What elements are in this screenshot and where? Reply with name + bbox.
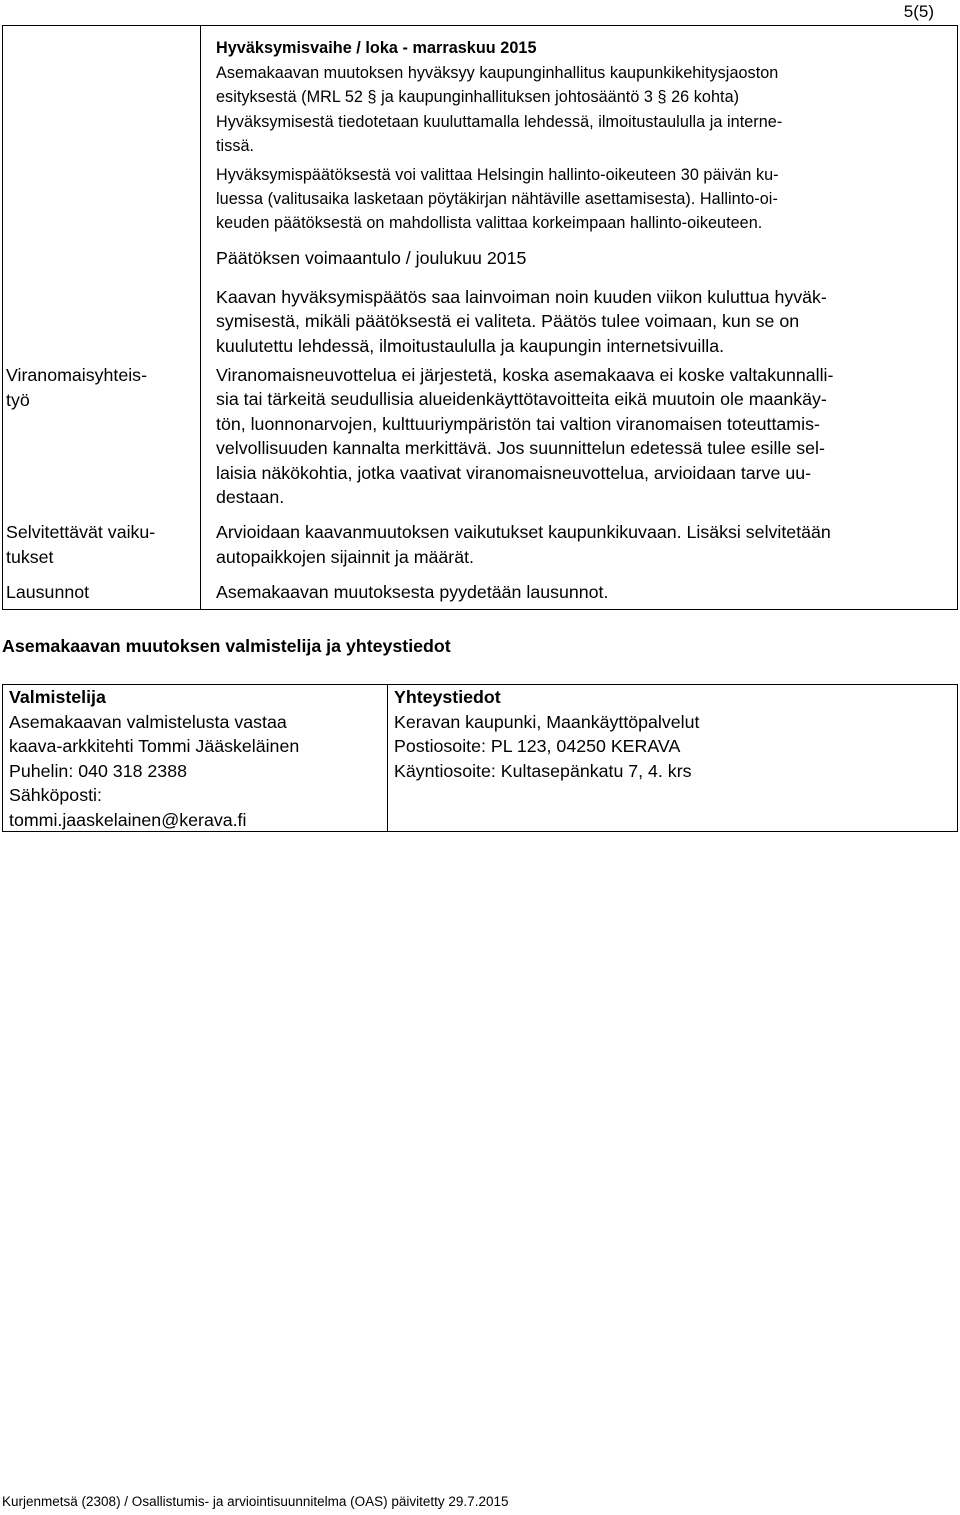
authority-line: laisia näkökohtia, jotka vaativat viranomaisneuvottelua, arvioidaan tarve uu- <box>216 463 812 483</box>
approval-line: Hyväksymisestä tiedotetaan kuuluttamalla lehdessä, ilmoitustaululla ja interne- <box>216 113 783 131</box>
preparer-email[interactable]: tommi.jaaskelainen@kerava.fi <box>9 809 247 830</box>
authority-line: velvollisuuden kannalta merkittävä. Jos suunnittelun edetessä tulee esille sel- <box>216 438 825 458</box>
authority-line: tön, luonnonarvojen, kulttuuriympäristön tai valtion viranomaisen toteuttamis- <box>216 414 820 434</box>
preparer-line: Sähköposti: <box>9 785 102 805</box>
effect-line: symisestä, mikäli päätöksestä ei valiteta. Päätös tulee voimaan, kun se on <box>216 311 800 331</box>
contact-heading: Yhteystiedot <box>394 687 501 707</box>
authority-label-line: Viranomaisyhteis- <box>6 365 147 385</box>
effect-line: Kaavan hyväksymispäätös saa lainvoiman noin kuuden viikon kuluttua hyväk- <box>216 287 827 307</box>
contact-table <box>2 684 958 832</box>
preparer-heading: Valmistelija <box>9 687 106 707</box>
preparer-line: kaava-arkkitehti Tommi Jääskeläinen <box>9 736 300 756</box>
appeal-line: luessa (valitusaika lasketaan pöytäkirjan nähtäville asettamisesta). Hallinto-oi- <box>216 190 778 208</box>
contact-column-divider <box>387 685 388 831</box>
impacts-label-line: tukset <box>6 546 54 567</box>
impacts-label-line: Selvitettävät vaiku- <box>6 522 156 542</box>
approval-heading: Hyväksymisvaihe / loka - marraskuu 2015 <box>216 39 537 57</box>
contact-cell <box>394 685 699 783</box>
preparer-line: Asemakaavan valmistelusta vastaa <box>9 711 287 732</box>
appeal-line: Hyväksymispäätöksestä voi valittaa Helsingin hallinto-oikeuteen 30 päivän ku- <box>216 166 779 184</box>
approval-line: Asemakaavan muutoksen hyväksyy kaupunginhallitus kaupunkikehitysjaoston <box>216 64 779 82</box>
statements-label: Lausunnot <box>6 582 90 602</box>
contact-line: Postiosoite: PL 123, 04250 KERAVA <box>394 736 681 756</box>
approval-line: esityksestä (MRL 52 § ja kaupunginhallituksen johtosääntö 3 § 26 kohta) <box>216 88 740 106</box>
impacts-label <box>6 520 194 569</box>
page-number: 5(5) <box>903 2 934 21</box>
preparer-cell <box>9 685 299 832</box>
authority-label-line: työ <box>6 389 30 410</box>
contact-line: Keravan kaupunki, Maankäyttöpalvelut <box>394 711 700 732</box>
column-divider <box>200 26 201 609</box>
approval-line: tissä. <box>216 137 255 155</box>
footer: Kurjenmetsä (2308) / Osallistumis- ja arviointisuunnitelma (OAS) päivitetty 29.7.2015 <box>2 1494 509 1509</box>
statements-text: Asemakaavan muutoksesta pyydetään lausunnot. <box>216 582 609 602</box>
authority-line: sia tai tärkeitä seudullisia alueidenkäyttötavoitteita eikä muutoin ole maankäy- <box>216 389 827 409</box>
authority-line: destaan. <box>216 487 285 507</box>
effect-heading: Päätöksen voimaantulo / joulukuu 2015 <box>216 248 527 268</box>
preparer-phone: Puhelin: 040 318 2388 <box>9 760 187 781</box>
impacts-line: Arvioidaan kaavanmuutoksen vaikutukset kaupunkikuvaan. Lisäksi selvitetään <box>216 522 831 542</box>
appeal-line: keuden päätöksestä on mahdollista valittaa korkeimpaan hallinto-oikeuteen. <box>216 214 763 232</box>
impacts-line: autopaikkojen sijainnit ja määrät. <box>216 547 474 567</box>
effect-line: kuulutettu lehdessä, ilmoitustaululla ja kaupungin internetsivuilla. <box>216 336 725 356</box>
contacts-heading: Asemakaavan muutoksen valmistelija ja yhteystiedot <box>2 636 451 656</box>
authority-label <box>6 363 194 412</box>
contact-line: Käyntiosoite: Kultasepänkatu 7, 4. krs <box>394 760 692 781</box>
authority-line: Viranomaisneuvottelua ei järjestetä, koska asemakaava ei koske valtakunnalli- <box>216 365 834 385</box>
